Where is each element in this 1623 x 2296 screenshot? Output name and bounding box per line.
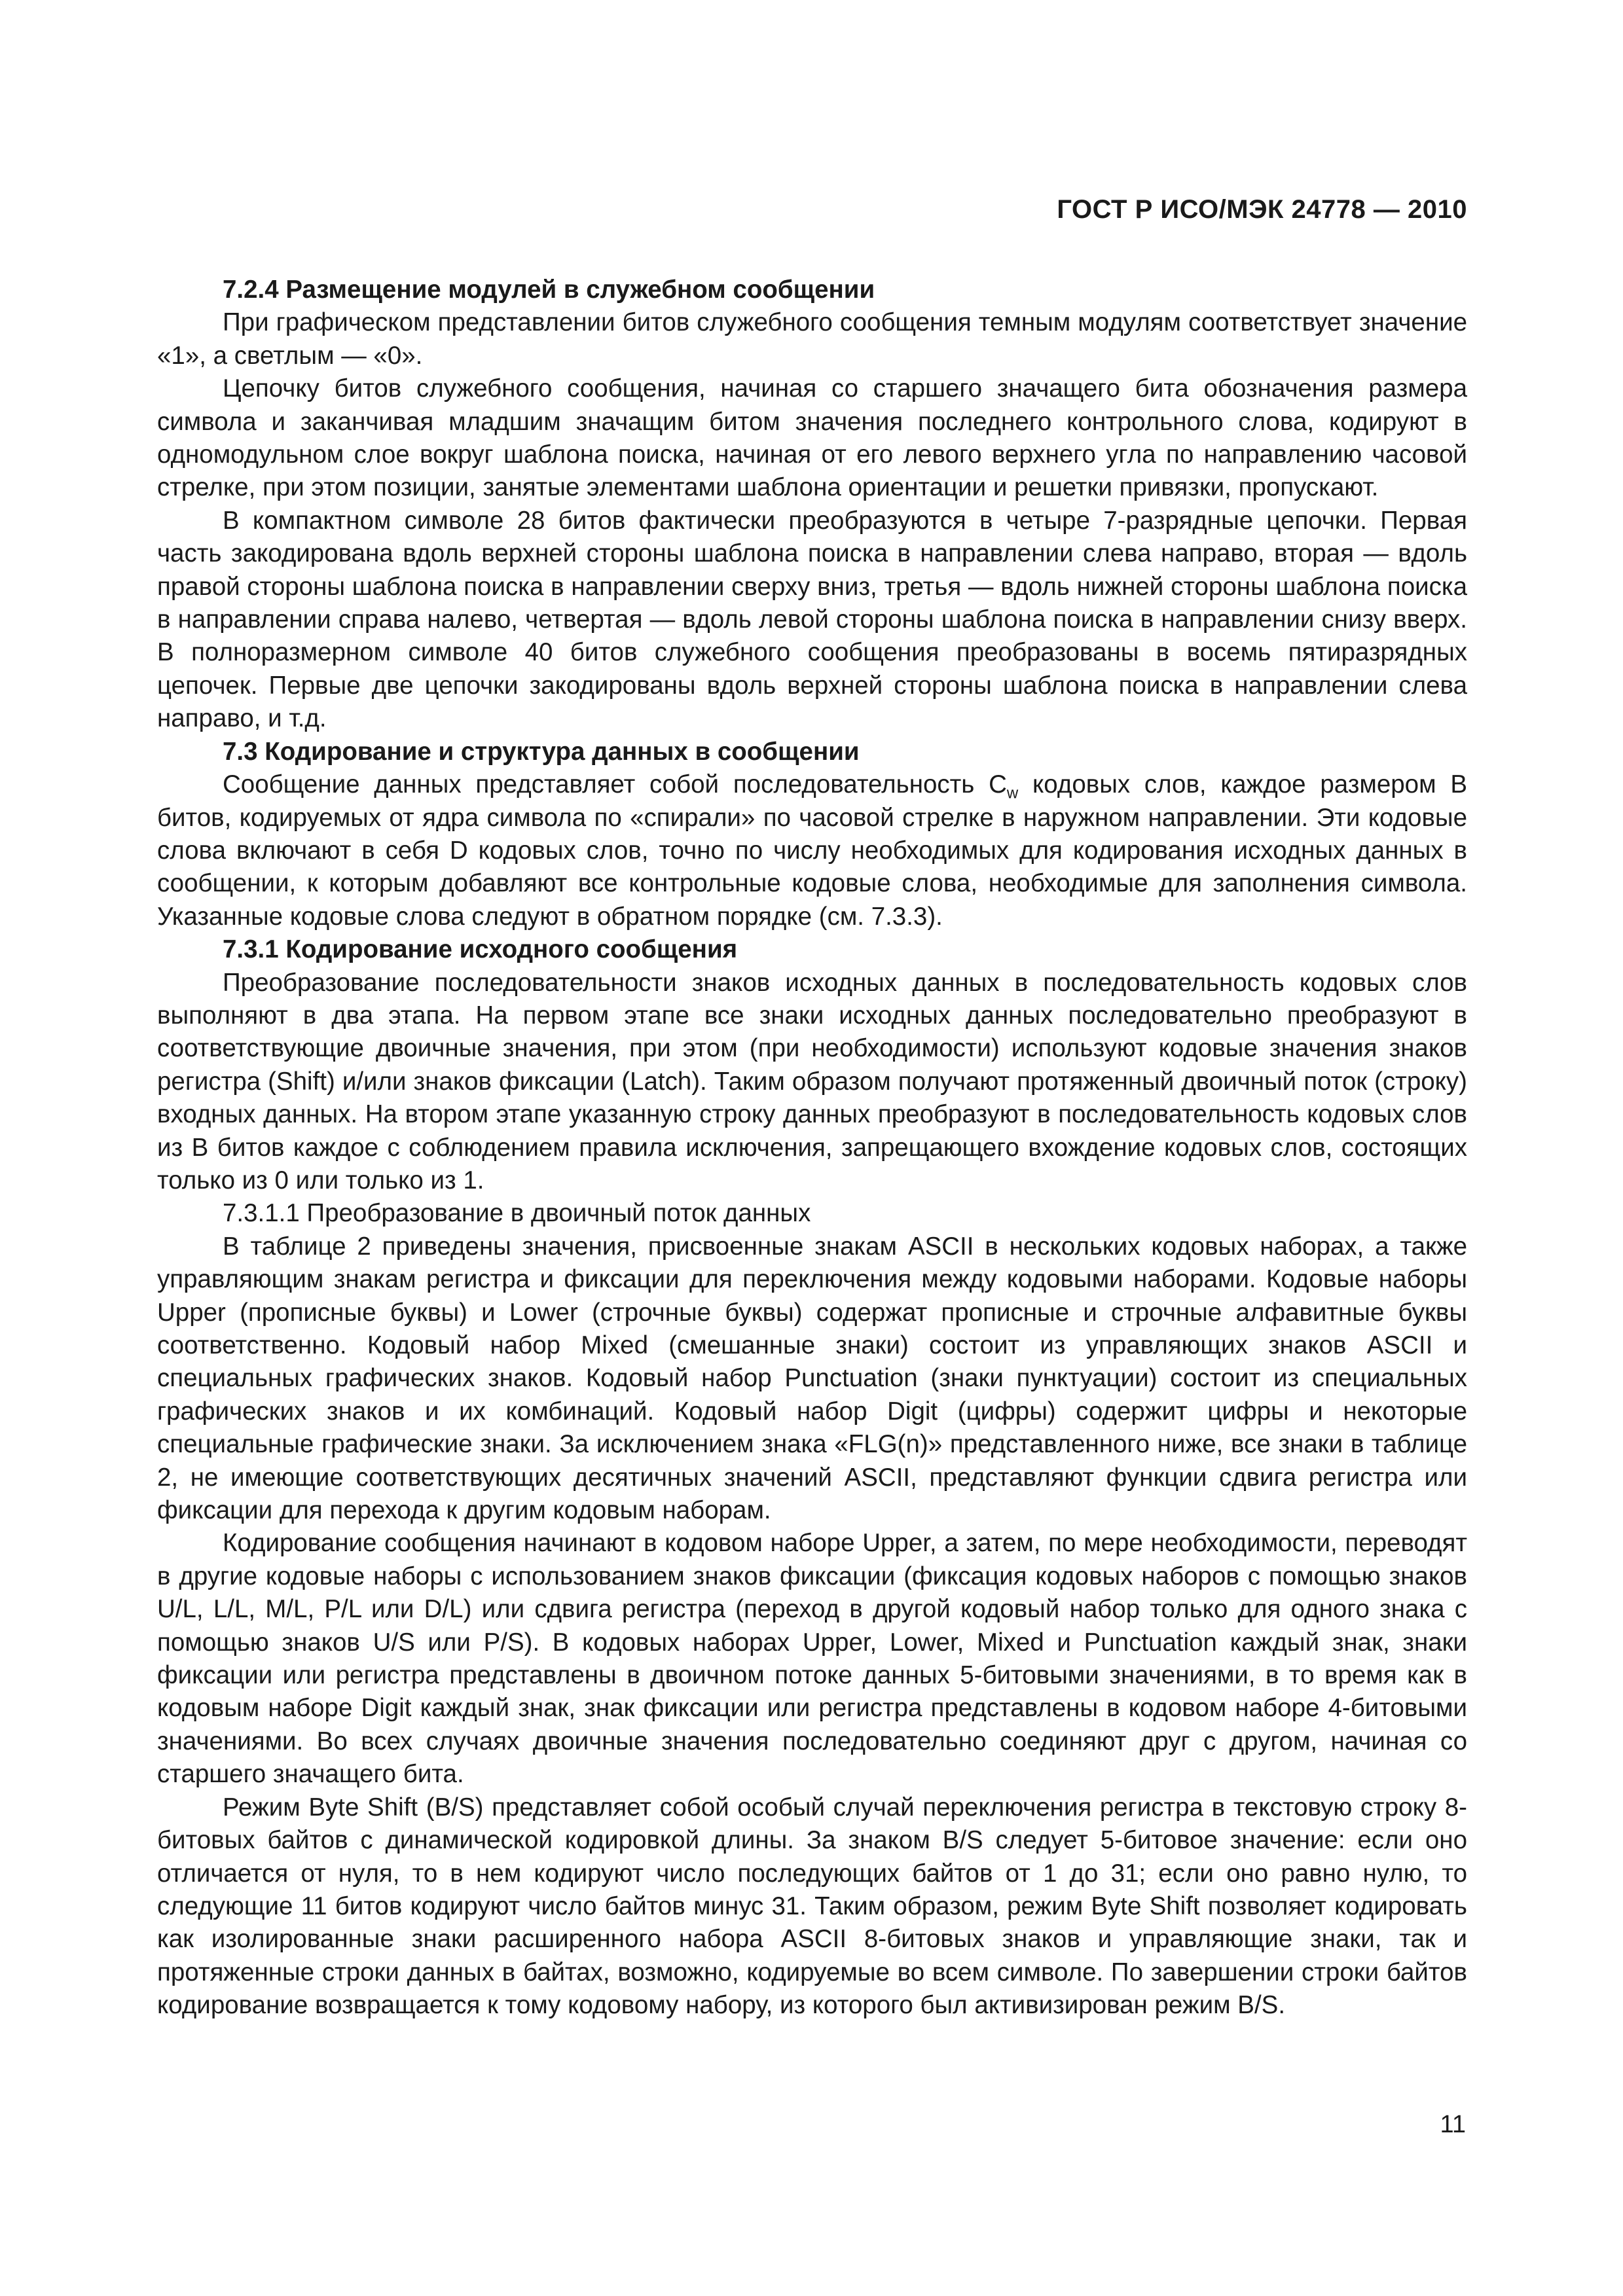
section-title-7-2-4: 7.2.4 Размещение модулей в служебном сообщении (223, 276, 875, 304)
document-body (157, 274, 1467, 2022)
paragraph (157, 768, 1467, 933)
page-number: 11 (1440, 2111, 1466, 2138)
paragraph: Кодирование сообщения начинают в кодовом наборе Upper, а затем, по мере необходимости, переводят в другие кодовые наборы с использованием знаков фиксации (фиксация кодовых наборов с помощью знаков U/L, L/L, M/L, P/L или D/L) или сдвига регистра (переход в другой кодовый набор только для одного знака с помощью знаков U/S или P/S). В кодовых наборах Upper, Lower, Mixed и Punctuation каждый знак, знаки фиксации или регистра представлены в двоичном потоке данных 5-битовыми значениями, в то время как в кодовым наборе Digit каждый знак, знак фиксации или регистра представлены в кодовом наборе 4-битовыми значениями. Во всех случаях двоичные значения последовательно соединяют друг с другом, начиная со старшего значащего бита. (157, 1529, 1467, 1789)
section-title-7-3: 7.3 Кодирование и структура данных в сообщении (223, 737, 860, 766)
subscript: w (1006, 784, 1019, 802)
paragraph: Преобразование последовательности знаков исходных данных в последовательность кодовых слов выполняют в два этапа. На первом этапе все знаки исходных данных последовательно преобразуют в соответствующие двоичные значения, при этом (при необходимости) используют кодовые значения знаков регистра (Shift) и/или знаков фиксации (Latch). Таким образом получают протяженный двоичный поток (строку) входных данных. На втором этапе указанную строку данных преобразуют в последовательность кодовых слов из B битов каждое с соблюдением правила исключения, запрещающего вхождение кодовых слов, состоящих только из 0 или только из 1. (157, 968, 1467, 1194)
paragraph: Режим Byte Shift (B/S) представляет собой особый случай переключения регистра в текстовую строку 8-битовых байтов с динамической кодировкой длины. За знаком B/S следует 5-битовое значение: если оно отличается от нуля, то в нем кодируют число последующих байтов от 1 до 31; если оно равно нулю, то следующие 11 битов кодируют число байтов минус 31. Таким образом, режим Byte Shift позволяет кодировать как изолированные знаки расширенного набора ASCII 8-битовых знаков и управляющие знаки, так и протяженные строки данных в байтах, возможно, кодируемые во всем символе. По завершении строки байтов кодирование возвращается к тому кодовому набору, из которого был активизирован режим B/S. (157, 1793, 1467, 2020)
section-title-7-3-1-1: 7.3.1.1 Преобразование в двоичный поток данных (223, 1199, 811, 1228)
document-header: ГОСТ Р ИСО/МЭК 24778 — 2010 (1057, 195, 1467, 224)
paragraph: При графическом представлении битов служебного сообщения темным модулям соответствует значение «1», а светлым — «0». (157, 308, 1467, 370)
section-title-7-3-1: 7.3.1 Кодирование исходного сообщения (223, 935, 738, 964)
paragraph: Цепочку битов служебного сообщения, начиная со старшего значащего бита обозначения размера символа и заканчивая младшим значащим битом значения последнего контрольного слова, кодируют в одномодульном слое вокруг шаблона поиска, начиная от его левого верхнего угла по направлению часовой стрелке, при этом позиции, занятые элементами шаблона ориентации и решетки привязки, пропускают. (157, 374, 1467, 502)
paragraph: В компактном символе 28 битов фактически преобразуются в четыре 7-разрядные цепочки. Первая часть закодирована вдоль верхней стороны шаблона поиска в направлении слева направо, вторая — вдоль правой стороны шаблона поиска в направлении сверху вниз, третья — вдоль нижней стороны шаблона поиска в направлении справа налево, четвертая — вдоль левой стороны шаблона поиска в направлении снизу вверх. В полноразмерном символе 40 битов служебного сообщения преобразованы в восемь пятиразрядных цепочек. Первые две цепочки закодированы вдоль верхней стороны шаблона поиска в направлении слева направо, и т.д. (157, 506, 1467, 733)
text-span: кодовых слов, каждое размером B битов, кодируемых от ядра символа по «спирали» по часовой стрелке в наружном направлении. Эти кодовые слова включают в себя D кодовых слов, точно по числу необходимых для кодирования исходных данных в сообщении, к которым добавляют все контрольные кодовые слова, необходимые для заполнения символа. Указанные кодовые слова следуют в обратном порядке (см. 7.3.3). (157, 770, 1468, 931)
paragraph: В таблице 2 приведены значения, присвоенные знакам ASCII в нескольких кодовых наборах, а также управляющим знакам регистра и фиксации для переключения между кодовыми наборами. Кодовые наборы Upper (прописные буквы) и Lower (строчные буквы) содержат прописные и строчные алфавитные буквы соответственно. Кодовый набор Mixed (смешанные знаки) состоит из управляющих знаков ASCII и специальных графических знаков. Кодовый набор Punctuation (знаки пунктуации) состоит из специальных графических знаков и их комбинаций. Кодовый набор Digit (цифры) содержит цифры и некоторые специальные графические знаки. За исключением знака «FLG(n)» представленного ниже, все знаки в таблице 2, не имеющие соответствующих десятичных значений ASCII, представляют функции сдвига регистра или фиксации для перехода к другим кодовым наборам. (157, 1232, 1467, 1525)
text-span: Сообщение данных представляет собой последовательность C (223, 770, 1007, 799)
